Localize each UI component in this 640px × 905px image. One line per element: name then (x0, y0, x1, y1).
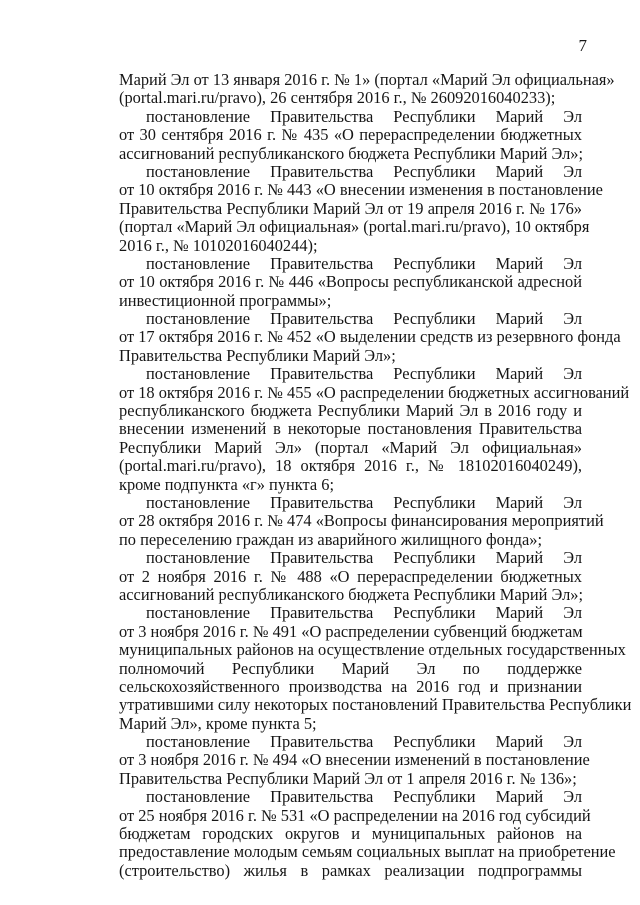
text-line: постановление Правительства Республики Марий Эл (146, 492, 582, 512)
text-line: постановление Правительства Республики Марий Эл (146, 253, 582, 273)
text-line: от 17 октября 2016 г. № 452 «О выделении средств из резервного фонда (119, 327, 621, 347)
text-line: постановление Правительства Республики Марий Эл (146, 309, 582, 329)
text-line: от 25 ноября 2016 г. № 531 «О распределении на 2016 год субсидий (119, 805, 591, 825)
text-line: постановление Правительства Республики Марий Эл (146, 732, 582, 752)
text-line: от 28 октября 2016 г. № 474 «Вопросы финансирования мероприятий (119, 511, 604, 531)
text-line: Марий Эл от 13 января 2016 г. № 1» (портал «Марий Эл официальная» (119, 70, 615, 89)
text-line: (строительство) жилья в рамках реализации подпрограммы (119, 860, 582, 880)
text-line: полномочий Республики Марий Эл по поддержке (119, 658, 582, 678)
text-line: по переселению граждан из аварийного жилищного фонда»; (119, 529, 543, 549)
text-line: Правительства Республики Марий Эл»; (119, 345, 396, 365)
text-line: (portal.mari.ru/pravo), 18 октября 2016 г., № 18102016040249), (119, 456, 582, 476)
text-line: республиканского бюджета Республики Марий Эл в 2016 году и (119, 401, 582, 421)
text-line: Правительства Республики Марий Эл от 1 апреля 2016 г. № 136»; (119, 768, 577, 788)
text-line: постановление Правительства Республики Марий Эл (146, 106, 582, 126)
text-line: от 3 ноября 2016 г. № 491 «О распределении субвенций бюджетам (119, 621, 583, 641)
text-line: (портал «Марий Эл официальная» (portal.mari.ru/pravo), 10 октября (119, 217, 590, 237)
text-line: от 10 октября 2016 г. № 446 «Вопросы республиканской адресной (119, 272, 582, 292)
text-line: постановление Правительства Республики Марий Эл (146, 548, 582, 568)
text-line: сельскохозяйственного производства на 2016 год и признании (119, 676, 582, 696)
text-line: от 2 ноября 2016 г. № 488 «О перераспределении бюджетных (119, 566, 582, 586)
text-line: ассигнований республиканского бюджета Республики Марий Эл»; (119, 143, 584, 163)
text-line: 2016 г., № 10102016040244); (119, 235, 318, 255)
text-line: (portal.mari.ru/pravo), 26 сентября 2016 г., № 26092016040233); (119, 88, 556, 108)
text-line: Правительства Республики Марий Эл от 19 апреля 2016 г. № 176» (119, 198, 582, 218)
text-line: постановление Правительства Республики Марий Эл (146, 787, 582, 807)
text-line: Марий Эл», кроме пункта 5; (119, 713, 317, 733)
document-body (119, 70, 632, 880)
page-number: 7 (578, 36, 587, 55)
text-line: постановление Правительства Республики Марий Эл (146, 161, 582, 181)
text-line: внесении изменений в некоторые постановления Правительства (119, 419, 582, 439)
text-line: постановление Правительства Республики Марий Эл (146, 603, 582, 623)
text-line: кроме подпункта «г» пункта 6; (119, 474, 335, 494)
text-line: от 18 октября 2016 г. № 455 «О распределении бюджетных ассигнований (119, 382, 630, 402)
text-line: от 10 октября 2016 г. № 443 «О внесении изменения в постановление (119, 180, 603, 200)
text-line: от 30 сентября 2016 г. № 435 «О перераспределении бюджетных (119, 125, 582, 145)
text-line: бюджетам городских округов и муниципальных районов на (119, 824, 582, 844)
text-line: предоставление молодым семьям социальных выплат на приобретение (119, 842, 616, 862)
text-line: постановление Правительства Республики Марий Эл (146, 364, 582, 384)
text-line: инвестиционной программы»; (119, 290, 332, 310)
text-line: утратившими силу некоторых постановлений Правительства Республики (119, 695, 632, 715)
text-line: ассигнований республиканского бюджета Республики Марий Эл»; (119, 584, 584, 604)
text-line: Республики Марий Эл» (портал «Марий Эл официальная» (119, 437, 582, 457)
text-line: от 3 ноября 2016 г. № 494 «О внесении изменений в постановление (119, 750, 590, 770)
text-line: муниципальных районов на осуществление отдельных государственных (119, 640, 626, 660)
